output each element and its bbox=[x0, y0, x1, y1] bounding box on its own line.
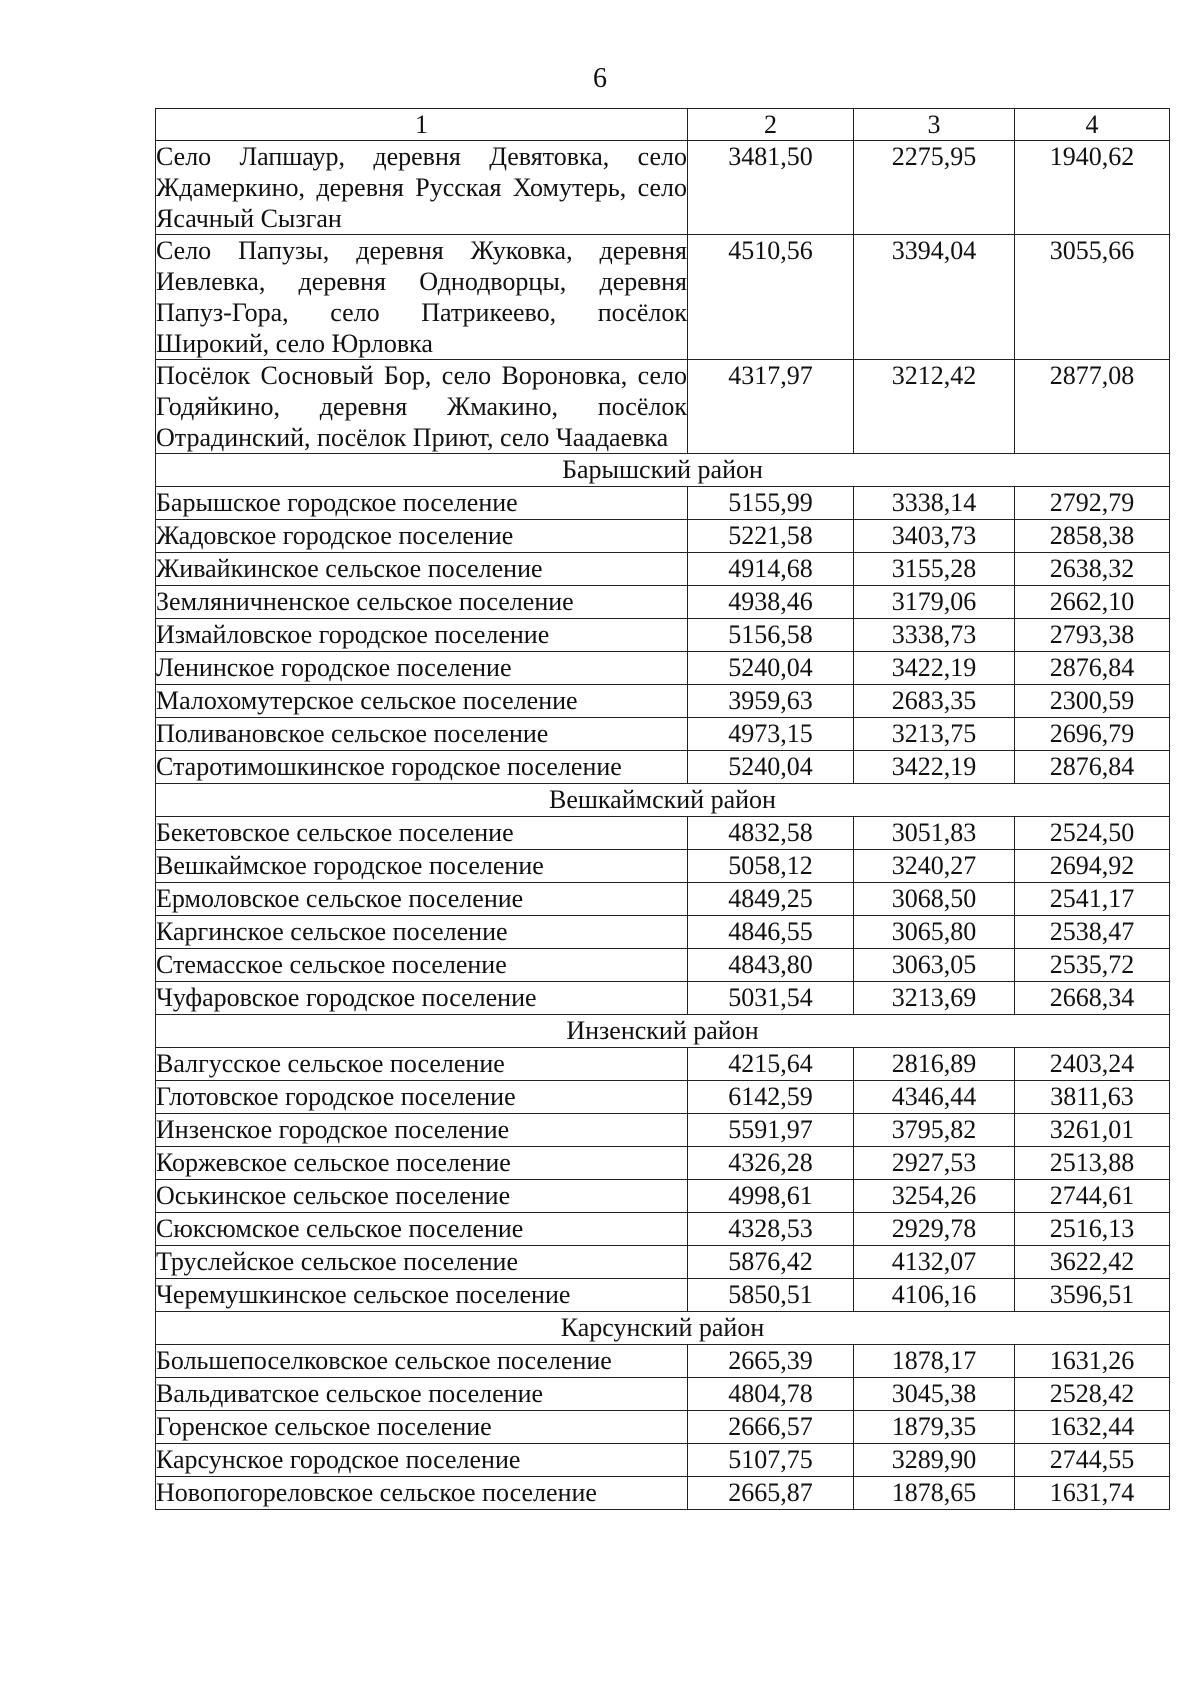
value-col-4: 2694,92 bbox=[1015, 850, 1170, 883]
settlement-name: Село Папузы, деревня Жуковка, деревня Иевлевка, деревня Однодворцы, деревня Папуз-Гора, село Патрикеево, посёлок Широкий, село Юрловка bbox=[156, 236, 687, 358]
value-col-3: 2927,53 bbox=[854, 1147, 1015, 1180]
table-row bbox=[156, 1048, 1170, 1081]
value-col-3: 3254,26 bbox=[854, 1180, 1015, 1213]
table-row bbox=[156, 685, 1170, 718]
header-col-2: 2 bbox=[688, 109, 854, 141]
table-row bbox=[156, 1213, 1170, 1246]
table-row bbox=[156, 1378, 1170, 1411]
value-col-2: 3959,63 bbox=[688, 685, 854, 718]
value-col-3: 3394,04 bbox=[854, 235, 1015, 360]
value-col-2: 5107,75 bbox=[688, 1444, 854, 1477]
value-col-3: 3213,69 bbox=[854, 982, 1015, 1015]
table-row bbox=[156, 1477, 1170, 1510]
settlement-name: Стемасское сельское поселение bbox=[156, 949, 688, 982]
district-title: Карсунский район bbox=[156, 1312, 1170, 1345]
value-col-3: 1879,35 bbox=[854, 1411, 1015, 1444]
value-col-2: 5240,04 bbox=[688, 751, 854, 784]
table-row bbox=[156, 553, 1170, 586]
value-col-4: 1632,44 bbox=[1015, 1411, 1170, 1444]
value-col-4: 2513,88 bbox=[1015, 1147, 1170, 1180]
table-row bbox=[156, 1114, 1170, 1147]
table-row bbox=[156, 235, 1170, 360]
table-row bbox=[156, 1411, 1170, 1444]
value-col-3: 2929,78 bbox=[854, 1213, 1015, 1246]
table-row bbox=[156, 1444, 1170, 1477]
settlement-name: Посёлок Сосновый Бор, село Вороновка, село Годяйкино, деревня Жмакино, посёлок Отрадинский, посёлок Приют, село Чаадаевка bbox=[156, 361, 687, 452]
value-col-4: 3622,42 bbox=[1015, 1246, 1170, 1279]
table-row bbox=[156, 652, 1170, 685]
settlement-name: Живайкинское сельское поселение bbox=[156, 553, 688, 586]
value-col-4: 2876,84 bbox=[1015, 652, 1170, 685]
value-col-3: 3068,50 bbox=[854, 883, 1015, 916]
value-col-2: 4843,80 bbox=[688, 949, 854, 982]
value-col-3: 4132,07 bbox=[854, 1246, 1015, 1279]
settlement-name: Валгусское сельское поселение bbox=[156, 1048, 688, 1081]
settlement-name: Измайловское городское поселение bbox=[156, 619, 688, 652]
value-col-4: 3811,63 bbox=[1015, 1081, 1170, 1114]
settlement-name: Каргинское сельское поселение bbox=[156, 916, 688, 949]
value-col-2: 4510,56 bbox=[688, 235, 854, 360]
table-row bbox=[156, 982, 1170, 1015]
district-header-row bbox=[156, 1015, 1170, 1048]
table-row bbox=[156, 1081, 1170, 1114]
settlement-name: Коржевское сельское поселение bbox=[156, 1147, 688, 1180]
value-col-2: 5850,51 bbox=[688, 1279, 854, 1312]
header-col-1: 1 bbox=[156, 109, 688, 141]
table-row bbox=[156, 1147, 1170, 1180]
value-col-2: 4973,15 bbox=[688, 718, 854, 751]
value-col-2: 4317,97 bbox=[688, 360, 854, 454]
value-col-3: 3289,90 bbox=[854, 1444, 1015, 1477]
value-col-2: 4215,64 bbox=[688, 1048, 854, 1081]
table-row bbox=[156, 1279, 1170, 1312]
district-title: Инзенский район bbox=[156, 1015, 1170, 1048]
settlement-name: Вальдиватское сельское поселение bbox=[156, 1378, 688, 1411]
value-col-3: 2816,89 bbox=[854, 1048, 1015, 1081]
value-col-2: 4849,25 bbox=[688, 883, 854, 916]
table-row bbox=[156, 360, 1170, 454]
settlement-name: Черемушкинское сельское поселение bbox=[156, 1279, 688, 1312]
value-col-3: 3403,73 bbox=[854, 520, 1015, 553]
district-title: Вешкаймский район bbox=[156, 784, 1170, 817]
value-col-3: 3338,14 bbox=[854, 487, 1015, 520]
page-number: 6 bbox=[593, 63, 607, 94]
table-row bbox=[156, 141, 1170, 235]
value-col-2: 4328,53 bbox=[688, 1213, 854, 1246]
settlement-name: Глотовское городское поселение bbox=[156, 1081, 688, 1114]
value-col-4: 2792,79 bbox=[1015, 487, 1170, 520]
value-col-4: 2535,72 bbox=[1015, 949, 1170, 982]
settlement-name: Горенское сельское поселение bbox=[156, 1411, 688, 1444]
district-title: Барышский район bbox=[156, 454, 1170, 487]
table-row bbox=[156, 883, 1170, 916]
value-col-4: 2876,84 bbox=[1015, 751, 1170, 784]
settlement-name: Село Лапшаур, деревня Девятовка, село Ждамеркино, деревня Русская Хомутерь, село Ясачный Сызган bbox=[156, 142, 687, 233]
value-col-3: 3338,73 bbox=[854, 619, 1015, 652]
value-col-2: 4832,58 bbox=[688, 817, 854, 850]
value-col-3: 3240,27 bbox=[854, 850, 1015, 883]
value-col-2: 2666,57 bbox=[688, 1411, 854, 1444]
value-col-2: 3481,50 bbox=[688, 141, 854, 235]
value-col-4: 2516,13 bbox=[1015, 1213, 1170, 1246]
value-col-3: 2683,35 bbox=[854, 685, 1015, 718]
value-col-4: 1631,74 bbox=[1015, 1477, 1170, 1510]
settlement-name: Труслейское сельское поселение bbox=[156, 1246, 688, 1279]
table-row bbox=[156, 1246, 1170, 1279]
value-col-4: 2877,08 bbox=[1015, 360, 1170, 454]
value-col-3: 2275,95 bbox=[854, 141, 1015, 235]
table-row bbox=[156, 949, 1170, 982]
settlement-name: Старотимошкинское городское поселение bbox=[156, 751, 688, 784]
value-col-4: 2696,79 bbox=[1015, 718, 1170, 751]
value-col-4: 2744,55 bbox=[1015, 1444, 1170, 1477]
value-col-2: 4846,55 bbox=[688, 916, 854, 949]
value-col-2: 5031,54 bbox=[688, 982, 854, 1015]
value-col-4: 3055,66 bbox=[1015, 235, 1170, 360]
value-col-2: 4938,46 bbox=[688, 586, 854, 619]
table-row bbox=[156, 619, 1170, 652]
value-col-4: 2538,47 bbox=[1015, 916, 1170, 949]
value-col-4: 1631,26 bbox=[1015, 1345, 1170, 1378]
value-col-3: 4346,44 bbox=[854, 1081, 1015, 1114]
header-col-4: 4 bbox=[1015, 109, 1170, 141]
settlement-name: Вешкаймское городское поселение bbox=[156, 850, 688, 883]
settlement-name: Новопогореловское сельское поселение bbox=[156, 1477, 688, 1510]
district-header-row bbox=[156, 454, 1170, 487]
value-col-2: 2665,39 bbox=[688, 1345, 854, 1378]
value-col-3: 1878,65 bbox=[854, 1477, 1015, 1510]
settlement-name: Жадовское городское поселение bbox=[156, 520, 688, 553]
value-col-3: 3212,42 bbox=[854, 360, 1015, 454]
settlement-name: Сюксюмское сельское поселение bbox=[156, 1213, 688, 1246]
table-row bbox=[156, 586, 1170, 619]
value-col-2: 4914,68 bbox=[688, 553, 854, 586]
value-col-2: 5155,99 bbox=[688, 487, 854, 520]
value-col-4: 2744,61 bbox=[1015, 1180, 1170, 1213]
header-col-3: 3 bbox=[854, 109, 1015, 141]
settlement-name: Карсунское городское поселение bbox=[156, 1444, 688, 1477]
value-col-3: 3045,38 bbox=[854, 1378, 1015, 1411]
table-row bbox=[156, 751, 1170, 784]
value-col-3: 3422,19 bbox=[854, 751, 1015, 784]
table-row bbox=[156, 487, 1170, 520]
value-col-3: 3063,05 bbox=[854, 949, 1015, 982]
value-col-3: 3155,28 bbox=[854, 553, 1015, 586]
header-row bbox=[156, 109, 1170, 141]
value-col-4: 2403,24 bbox=[1015, 1048, 1170, 1081]
table-row bbox=[156, 916, 1170, 949]
value-col-2: 5240,04 bbox=[688, 652, 854, 685]
settlement-name: Ермоловское сельское поселение bbox=[156, 883, 688, 916]
value-col-4: 2668,34 bbox=[1015, 982, 1170, 1015]
value-col-2: 4998,61 bbox=[688, 1180, 854, 1213]
settlement-name: Барышское городское поселение bbox=[156, 487, 688, 520]
table-row bbox=[156, 850, 1170, 883]
settlement-name: Земляничненское сельское поселение bbox=[156, 586, 688, 619]
settlement-name: Оськинское сельское поселение bbox=[156, 1180, 688, 1213]
value-col-3: 1878,17 bbox=[854, 1345, 1015, 1378]
table-row bbox=[156, 817, 1170, 850]
settlement-name: Бекетовское сельское поселение bbox=[156, 817, 688, 850]
value-col-2: 2665,87 bbox=[688, 1477, 854, 1510]
table-row bbox=[156, 520, 1170, 553]
value-col-3: 3213,75 bbox=[854, 718, 1015, 751]
value-col-4: 2858,38 bbox=[1015, 520, 1170, 553]
value-col-2: 5876,42 bbox=[688, 1246, 854, 1279]
tariff-table bbox=[155, 108, 1170, 1510]
value-col-2: 5156,58 bbox=[688, 619, 854, 652]
settlement-name: Малохомутерское сельское поселение bbox=[156, 685, 688, 718]
value-col-4: 1940,62 bbox=[1015, 141, 1170, 235]
value-col-4: 2541,17 bbox=[1015, 883, 1170, 916]
value-col-2: 6142,59 bbox=[688, 1081, 854, 1114]
value-col-2: 5058,12 bbox=[688, 850, 854, 883]
value-col-3: 3422,19 bbox=[854, 652, 1015, 685]
value-col-4: 3261,01 bbox=[1015, 1114, 1170, 1147]
settlement-name: Ленинское городское поселение bbox=[156, 652, 688, 685]
table-row bbox=[156, 1345, 1170, 1378]
settlement-name: Поливановское сельское поселение bbox=[156, 718, 688, 751]
value-col-2: 4804,78 bbox=[688, 1378, 854, 1411]
value-col-2: 5591,97 bbox=[688, 1114, 854, 1147]
value-col-3: 3065,80 bbox=[854, 916, 1015, 949]
value-col-4: 3596,51 bbox=[1015, 1279, 1170, 1312]
value-col-2: 5221,58 bbox=[688, 520, 854, 553]
value-col-4: 2300,59 bbox=[1015, 685, 1170, 718]
value-col-4: 2638,32 bbox=[1015, 553, 1170, 586]
value-col-4: 2524,50 bbox=[1015, 817, 1170, 850]
value-col-3: 3179,06 bbox=[854, 586, 1015, 619]
settlement-name: Чуфаровское городское поселение bbox=[156, 982, 688, 1015]
value-col-4: 2528,42 bbox=[1015, 1378, 1170, 1411]
value-col-4: 2662,10 bbox=[1015, 586, 1170, 619]
value-col-3: 4106,16 bbox=[854, 1279, 1015, 1312]
table-body bbox=[156, 109, 1170, 1510]
table-row bbox=[156, 718, 1170, 751]
value-col-3: 3051,83 bbox=[854, 817, 1015, 850]
district-header-row bbox=[156, 784, 1170, 817]
value-col-3: 3795,82 bbox=[854, 1114, 1015, 1147]
value-col-2: 4326,28 bbox=[688, 1147, 854, 1180]
value-col-4: 2793,38 bbox=[1015, 619, 1170, 652]
settlement-name: Инзенское городское поселение bbox=[156, 1114, 688, 1147]
settlement-name: Большепоселковское сельское поселение bbox=[156, 1345, 688, 1378]
table-row bbox=[156, 1180, 1170, 1213]
district-header-row bbox=[156, 1312, 1170, 1345]
